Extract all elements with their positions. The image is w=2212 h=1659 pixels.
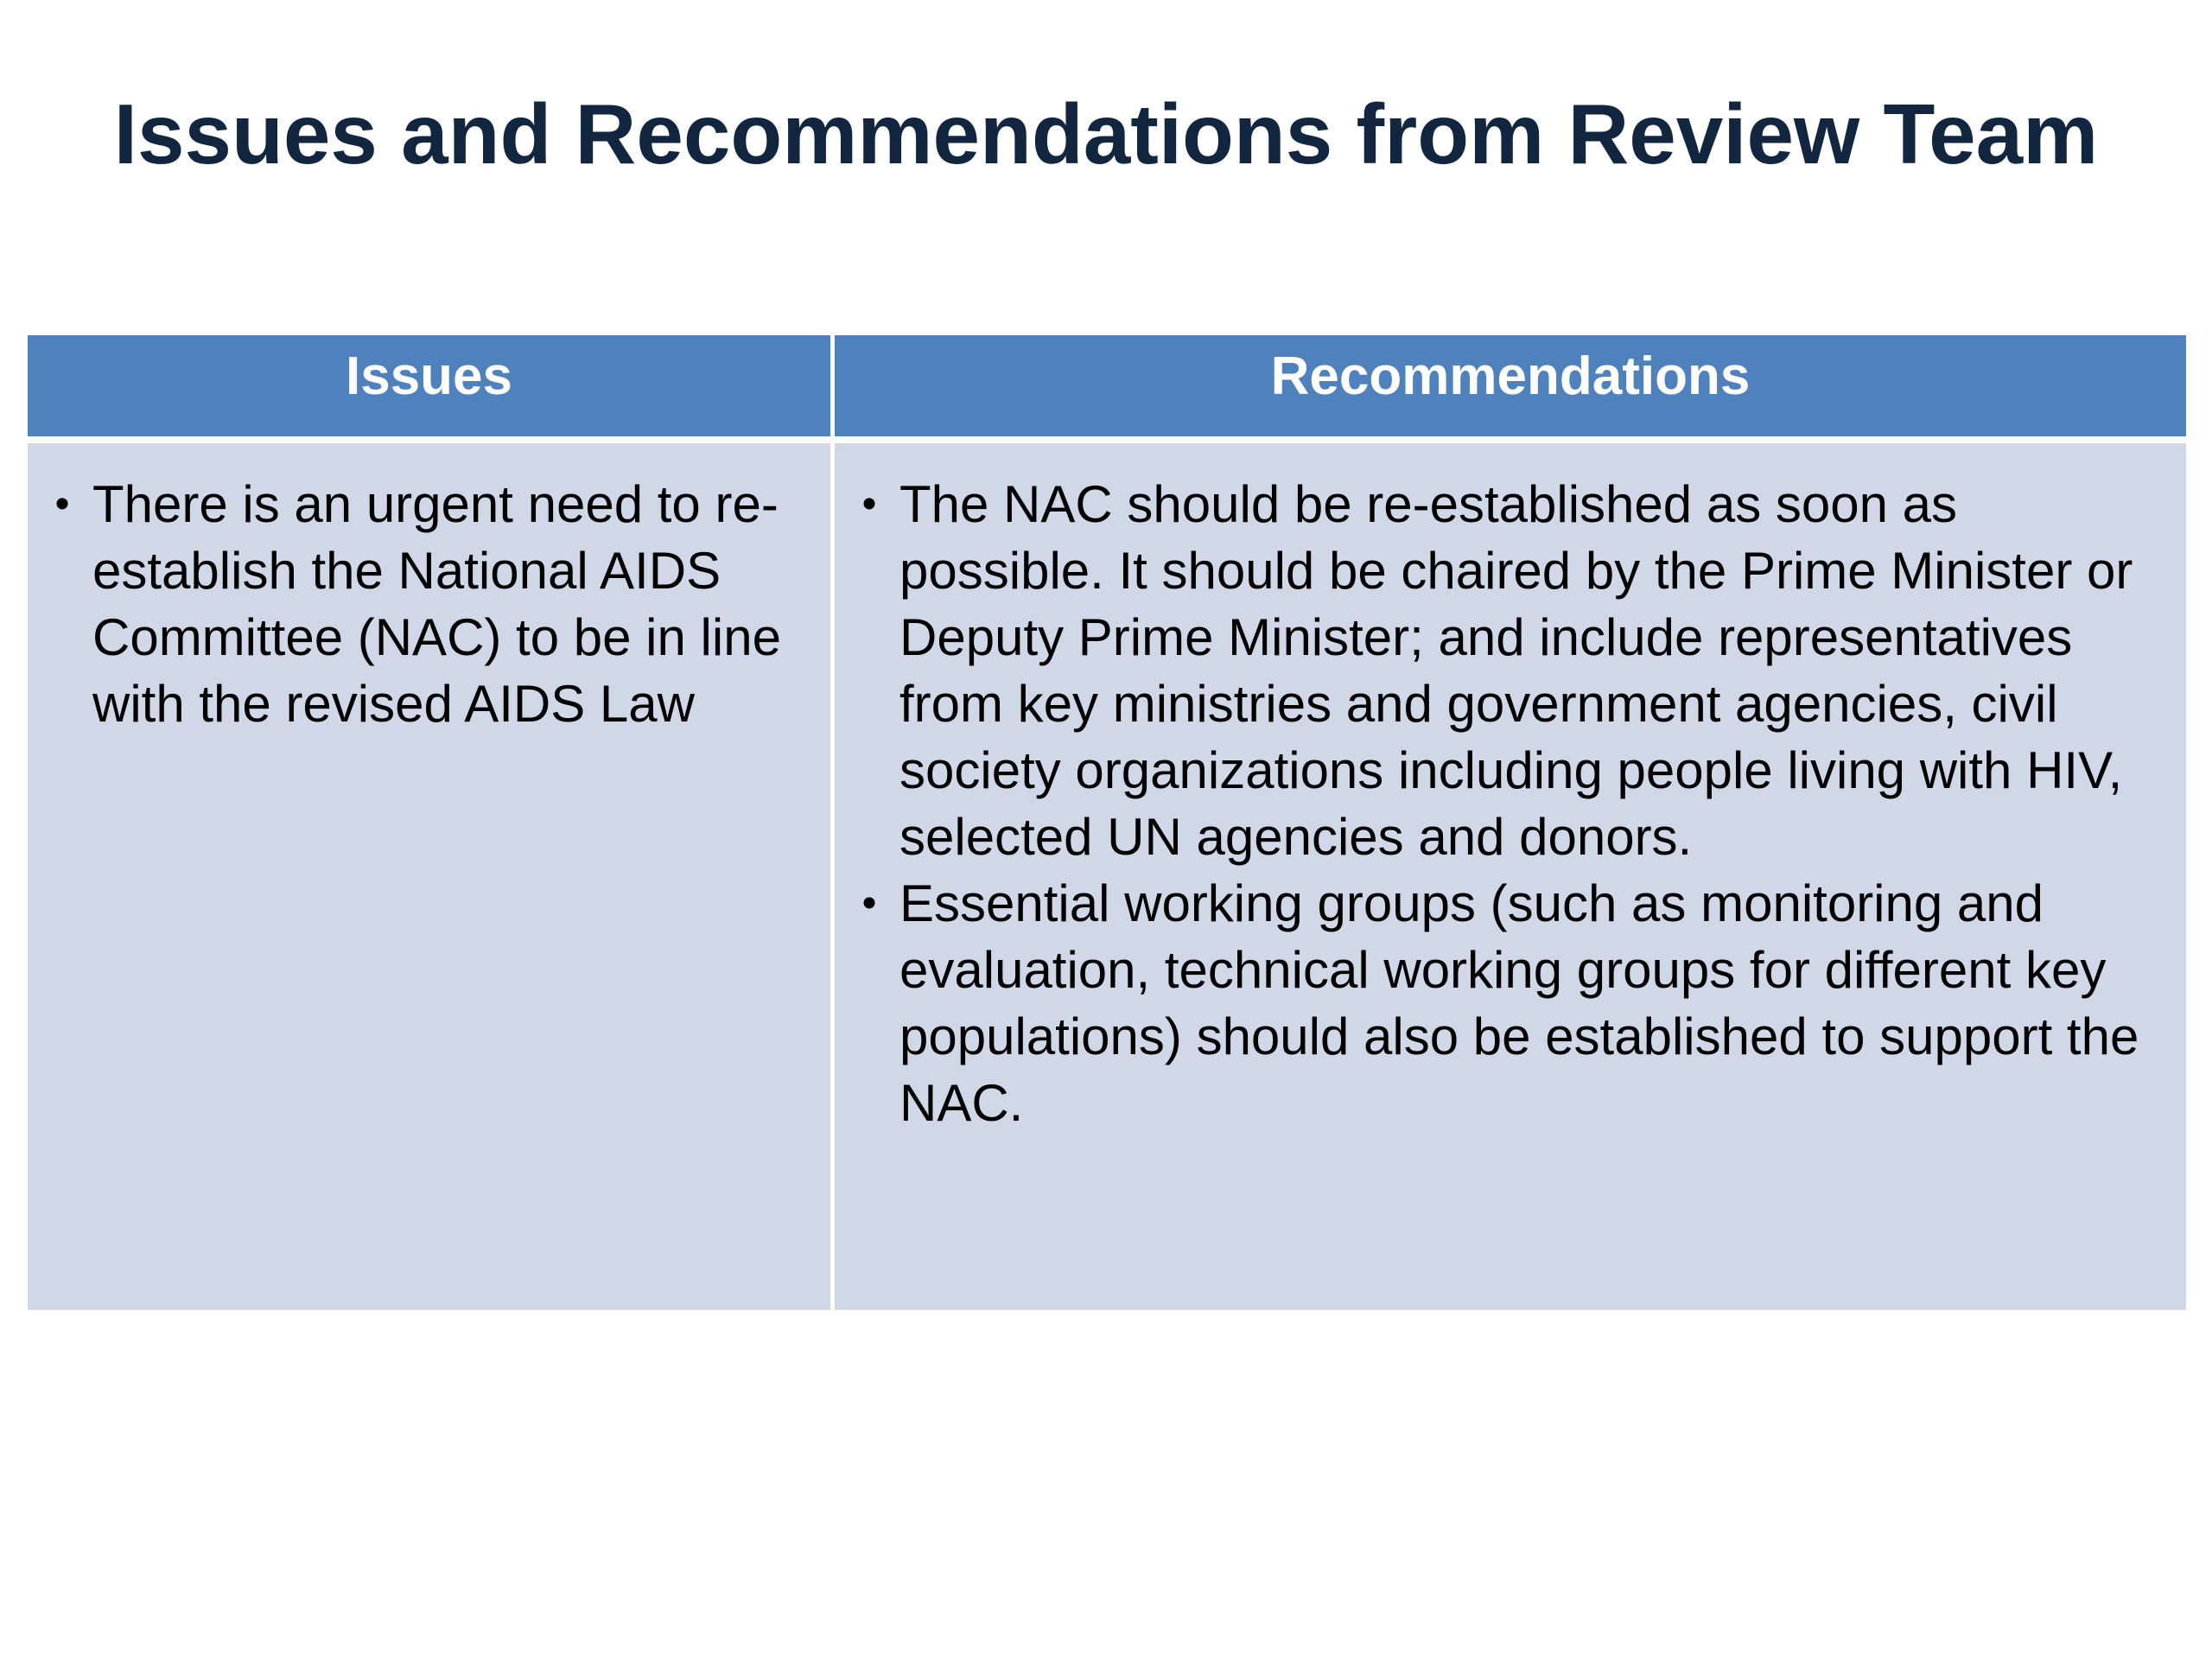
cell-issues (28, 443, 830, 1310)
cell-recommendations (835, 443, 2186, 1310)
bullet-icon: • (861, 880, 877, 926)
header-recommendations: Recommendations (835, 335, 2186, 436)
issues-list (45, 471, 810, 737)
recommendations-list (852, 471, 2165, 1136)
issue-text: There is an urgent need to re-establish the National AIDS Committee (NAC) to be in line with the revised AIDS Law (92, 475, 781, 733)
bullet-icon: • (54, 481, 70, 527)
recommendation-text: Essential working groups (such as monitoring and evaluation, technical working groups for different key populations) should also be established to support the NAC. (899, 874, 2139, 1132)
recommendation-text: The NAC should be re-established as soon as possible. It should be chaired by the Prime Minister or Deputy Prime Minister; and include representatives from key ministries and government agencies, civil society organizations including people living with HIV, selected UN agencies and donors. (899, 475, 2133, 866)
slide-title: Issues and Recommendations from Review Team (113, 86, 2099, 181)
list-item (852, 870, 2165, 1136)
bullet-icon: • (861, 481, 877, 527)
list-item (45, 471, 810, 737)
header-issues: Issues (28, 335, 830, 436)
issues-recommendations-table (28, 335, 2186, 1310)
list-item (852, 471, 2165, 870)
